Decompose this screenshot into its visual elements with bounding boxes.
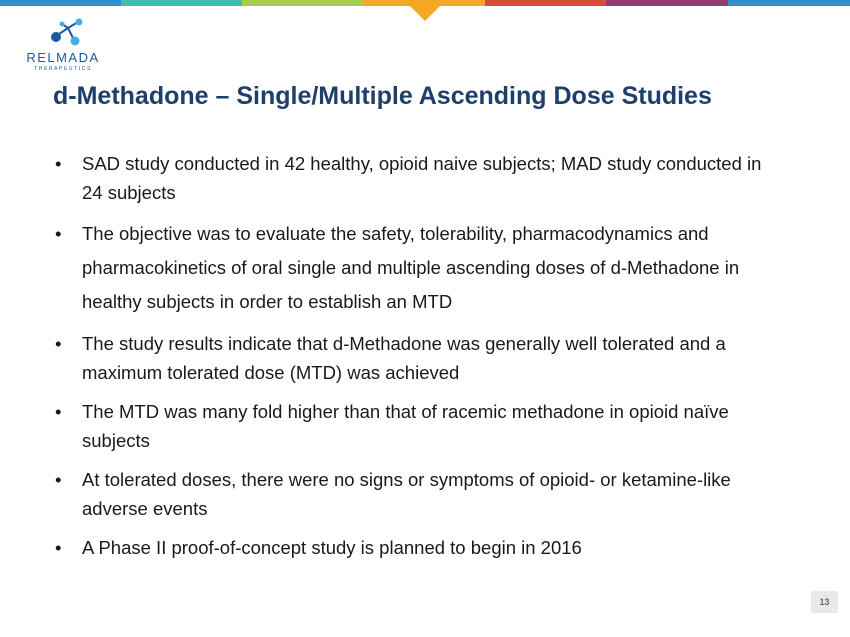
top-bar-segment-blue-end bbox=[728, 0, 850, 6]
top-bar-segment-green bbox=[242, 0, 364, 6]
top-bar-segment-red bbox=[485, 0, 606, 6]
top-bar-segment-blue bbox=[0, 0, 121, 6]
bullet-item: • A Phase II proof-of-concept study is planned to begin in 2016 bbox=[55, 533, 785, 562]
bullet-item: • SAD study conducted in 42 healthy, opioid naive subjects; MAD study conducted in 24 subjects bbox=[55, 149, 785, 207]
bullet-list bbox=[55, 149, 785, 572]
top-bar-segment-purple bbox=[606, 0, 728, 6]
top-bar-segment-teal bbox=[121, 0, 242, 6]
bullet-item: • The MTD was many fold higher than that of racemic methadone in opioid naïve subjects bbox=[55, 397, 785, 455]
page-number: 13 bbox=[811, 591, 838, 613]
logo-wordmark: RELMADA bbox=[26, 50, 100, 65]
top-bar-pointer bbox=[410, 6, 440, 21]
bullet-item: • At tolerated doses, there were no signs or symptoms of opioid- or ketamine-like adverse events bbox=[55, 465, 785, 523]
slide-title: d-Methadone – Single/Multiple Ascending Dose Studies bbox=[53, 82, 712, 110]
bullet-item: • The objective was to evaluate the safety, tolerability, pharmacodynamics and pharmacokinetics of oral single and multiple ascending doses of d-Methadone in healthy subjects in order to establish an MTD bbox=[55, 217, 785, 319]
molecule-icon bbox=[18, 18, 108, 50]
relmada-logo bbox=[18, 18, 108, 72]
bullet-item: • The study results indicate that d-Methadone was generally well tolerated and a maximum tolerated dose (MTD) was achieved bbox=[55, 329, 785, 387]
logo-subtitle: THERAPEUTICS bbox=[34, 66, 92, 72]
